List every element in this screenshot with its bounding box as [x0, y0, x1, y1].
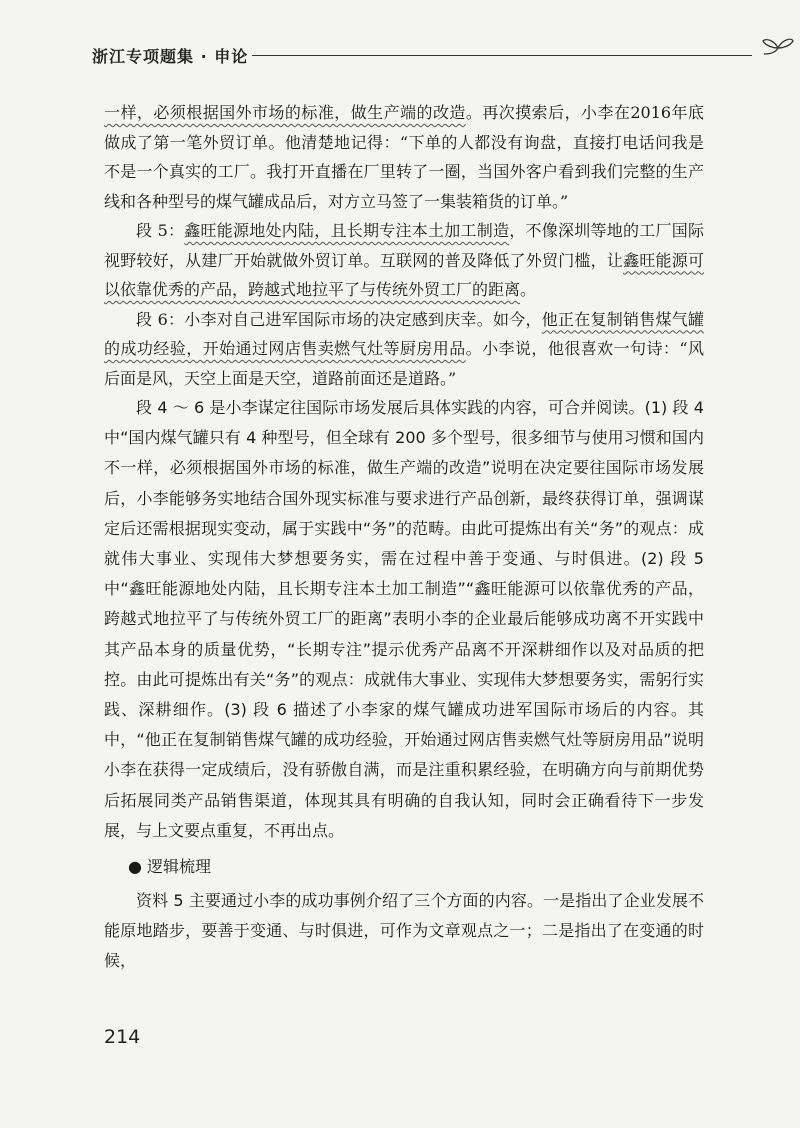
- section-heading: ● 逻辑梳理: [128, 857, 212, 877]
- paragraph-6: [104, 305, 704, 394]
- underlined-text: 鑫旺能源可以依靠优秀的产品，跨越式地拉平了与传统外贸工厂的距离: [104, 250, 704, 299]
- paragraph-text: 。小李说，他很喜欢一句诗：“风后面是风，天空上面是天空，道路前面还是道路。”: [104, 339, 704, 388]
- paragraph-text: ，不像深圳等地的工厂国际视野较好，从建厂开始就做外贸订单。互联网的普及降低了外贸门槛，让: [104, 221, 704, 270]
- analysis-paragraph: 段 4 ～ 6 是小李谋定往国际市场发展后具体实践的内容，可合并阅读。(1) 段 4 中“国内煤气罐只有 4 种型号，但全球有 200 多个型号，很多细节与使用习惯和国内不一样，必须根据国外市场的标准，做生产端的改造”说明在决定要往国际市场发展后，小李能够务实地结合国外现实标准与要求进行产品创新，最终获得订单，强调谋定后还需根据现实变动，属于实践中“务”的范畴。由此可提炼出有关“务”的观点：成就伟大事业、实现伟大梦想要务实，需在过程中善于变通、与时俱进。(2) 段 5 中“鑫旺能源地处内陆，且长期专注本土加工制造”“鑫旺能源可以依靠优秀的产品，跨越式地拉平了与传统外贸工厂的距离”表明小李的企业最后能够成功离不开实践中其产品本身的质量优势，“长期专注”提示优秀产品离不开深耕细作以及对品质的把控。由此可提炼出有关“务”的观点：成就伟大事业、实现伟大梦想要务实，需躬行实践、深耕细作。(3) 段 6 描述了小李家的煤气罐成功进军国际市场后的内容。其中，“他正在复制销售煤气罐的成功经验，开始通过网店售卖燃气灶等厨房用品”说明小李在获得一定成绩后，没有骄傲自满，而是注重积累经验，在明确方向与前期优势后拓展同类产品销售渠道，体现其具有明确的自我认知，同时会正确看待下一步发展，与上文要点重复，不再出点。: [104, 398, 704, 840]
- paragraph-text: 段 6：小李对自己进军国际市场的决定感到庆幸。如今，: [136, 309, 542, 329]
- logic-paragraph: 资料 5 主要通过小李的成功事例介绍了三个方面的内容。一是指出了企业发展不能原地踏步，要善于变通、与时俱进，可作为文章观点之一；二是指出了在变通的时候，: [104, 891, 704, 971]
- book-title: 浙江专项题集 · 申论: [92, 47, 249, 66]
- paragraph-label: 段 5：: [136, 221, 185, 240]
- paragraph-text: 。再次摸索后，小李在2016年底做成了第一笔外贸订单。他清楚地记得：“下单的人都没有询盘，直接打电话问我是不是一个真实的工厂。我打开直播在厂里转了一圈，当国外客户看到我们完整的生产线和各种型号的煤气罐成品后，对方立马签了一集装箱货的订单。”: [104, 103, 704, 211]
- underlined-text: 一样，必须根据国外市场的标准，做生产端的改造: [104, 103, 466, 122]
- underlined-text: 鑫旺能源地处内陆，且长期专注本土加工制造: [184, 221, 510, 240]
- paragraph-continued: [104, 98, 704, 216]
- underlined-text: 他正在复制销售煤气罐的成功经验，开始通过网店售卖燃气灶等厨房用品: [104, 309, 704, 358]
- sprout-icon: [760, 32, 796, 62]
- paragraph-5: [104, 216, 704, 305]
- running-header: [92, 40, 712, 70]
- page-body: [104, 98, 704, 977]
- paragraph-text: 。: [520, 280, 537, 299]
- header-rule: [252, 55, 752, 56]
- page-number: 214: [104, 1026, 141, 1048]
